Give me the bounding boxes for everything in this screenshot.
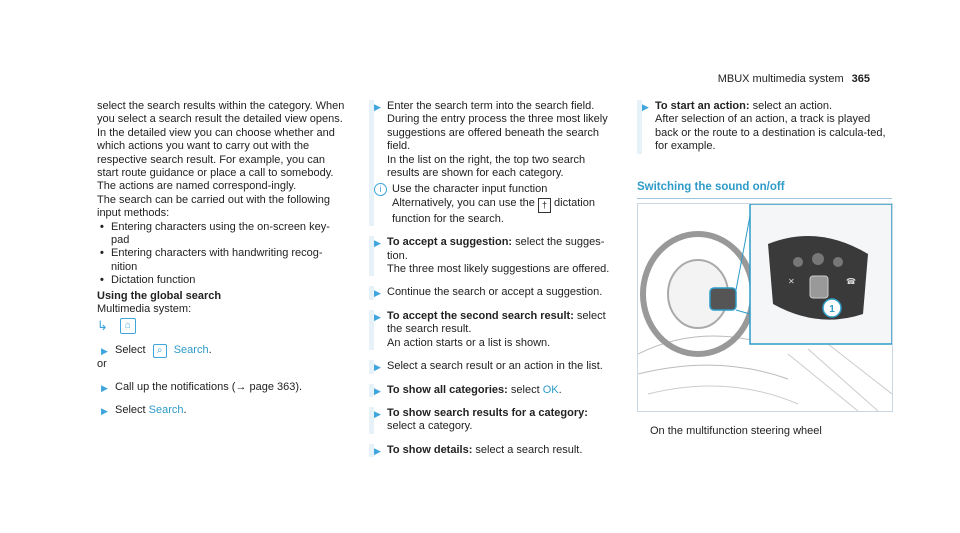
step-notifications [97, 381, 347, 394]
info-text-2: Alternatively, you can use the † dictation function for the search. [392, 196, 595, 225]
search-link[interactable]: Search [148, 404, 184, 417]
info-text: Use the character input function [392, 183, 548, 196]
step-text: To show search results for a category: select a category. [387, 406, 588, 433]
step-show-category [369, 407, 619, 434]
page-header [718, 73, 870, 86]
step-show-categories [369, 384, 619, 397]
step-accept-second [369, 310, 619, 350]
global-search-sub: Multimedia system: [97, 303, 192, 316]
step-arrow-icon: ▶ [374, 238, 381, 249]
or-text: or [97, 357, 107, 370]
page-number: 365 [851, 73, 870, 85]
step-arrow-icon: ▶ [374, 288, 381, 299]
figure-caption: On the multifunction steering wheel [650, 425, 822, 437]
step-arrow-icon: ▶ [101, 382, 108, 393]
step-arrow-icon: ▶ [101, 345, 108, 356]
step-text: Select a search result or an action in the list. [387, 360, 603, 373]
bullet-dictation [97, 274, 347, 287]
column-1 [97, 100, 347, 418]
step-arrow-icon: ▶ [374, 408, 381, 419]
step-text: To show details: select a search result. [387, 443, 583, 456]
bullet-keypad [97, 221, 347, 248]
step-arrow-icon: ▶ [101, 406, 108, 417]
steering-wheel-illustration [638, 204, 892, 411]
column-3 [637, 100, 892, 199]
info-note [374, 183, 619, 226]
search-icon: ⌕ [153, 344, 167, 358]
bullet-text: Entering characters using the on-screen key-pad [111, 220, 330, 247]
nav-path [97, 318, 347, 334]
svg-text:✕: ✕ [788, 277, 795, 286]
global-search-title: Using the global search [97, 289, 222, 302]
info-icon: i [374, 183, 387, 196]
step-text: To start an action: select an action. [655, 100, 833, 112]
step-text: Select [115, 404, 146, 417]
steering-wheel-figure [637, 203, 893, 412]
step-show-details [369, 444, 619, 457]
bullet-handwriting [97, 247, 347, 274]
step-select-search-2: ▶ Select Search. [97, 404, 347, 417]
step-arrow-icon: ▶ [374, 362, 381, 373]
step-accept-suggestion [369, 236, 619, 276]
header-title: MBUX multimedia system [717, 73, 844, 85]
step-text: To show all categories: select OK. [387, 383, 562, 396]
ok-link[interactable]: OK [542, 383, 559, 396]
step-text: The three most likely suggestions are offered. [387, 263, 610, 276]
step-text: During the entry process the three most likely suggestions are offered beneath the search field. [387, 113, 608, 153]
step-text: Continue the search or accept a suggestion. [387, 286, 603, 299]
intro-text: select the search results within the category. When you select a search result the detailed view opens. In the detailed view you can choose whether and which actions you want to carry out with the respective search result. For example, you can start route guidance or place a call to somebody. The actions are named correspond-ingly. [97, 100, 345, 193]
step-text: Select [115, 343, 146, 356]
step-arrow-icon: ▶ [642, 102, 649, 112]
step-text: Call up the notifications (→ page 363). [115, 380, 303, 393]
bullet-text: Dictation function [111, 274, 196, 287]
step-text: To accept a suggestion: select the sugges-tion. [387, 236, 605, 262]
home-icon: ⌂ [120, 318, 136, 334]
nav-arrow-icon: ↳ [97, 317, 108, 333]
bullet-text: Entering characters with handwriting recog-nition [111, 247, 323, 273]
step-start-action [637, 100, 892, 154]
step-text: An action starts or a list is shown. [387, 336, 551, 349]
step-text: To accept the second search result: select the search result. [387, 309, 606, 336]
step-enter-term [369, 100, 619, 226]
search-link[interactable]: Search [173, 343, 209, 356]
step-arrow-icon: ▶ [374, 102, 381, 112]
column-2 [369, 100, 619, 457]
microphone-icon: † [538, 198, 551, 213]
section-title: Switching the sound on/off [637, 181, 892, 199]
step-continue [369, 286, 619, 299]
step-select-result [369, 360, 619, 373]
step-arrow-icon: ▶ [374, 311, 381, 322]
methods-intro: The search can be carried out with the following input methods: [97, 193, 330, 220]
step-arrow-icon: ▶ [374, 385, 381, 396]
step-text: After selection of an action, a track is played back or the route to a destination is calcula-ted, for example. [655, 113, 886, 153]
svg-text:☎: ☎ [846, 277, 856, 286]
callout-number: 1 [829, 304, 835, 315]
step-arrow-icon: ▶ [374, 445, 381, 456]
step-text: In the list on the right, the top two search results are shown for each category. [387, 153, 586, 180]
step-select-search: ▶ Select ⌕ Search. [97, 344, 347, 358]
step-text: Enter the search term into the search field. [387, 100, 595, 112]
